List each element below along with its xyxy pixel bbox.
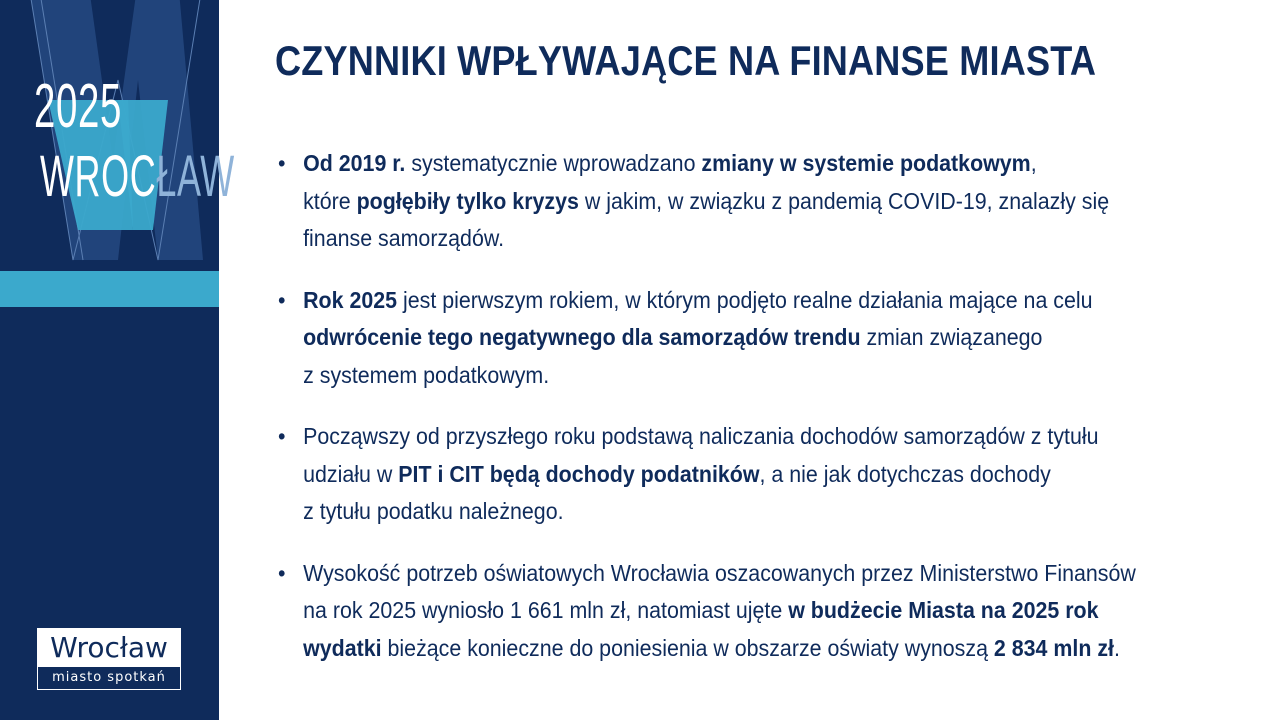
bullet-text-bold: 2 834 mln zł	[993, 634, 1114, 661]
bullet-dot: •	[278, 150, 286, 176]
bullet-text: finanse samorządów.	[303, 225, 505, 251]
slide-title: CZYNNIKI WPŁYWAJĄCE NA FINANSE MIASTA	[275, 37, 1097, 84]
bullet-dot: •	[278, 559, 286, 586]
bullet-item	[278, 282, 1270, 395]
accent-band	[0, 271, 219, 307]
bullet-text: Począwszy od przyszłego roku podstawą naliczania dochodów samorządów z tytułu	[303, 423, 1099, 449]
bullet-text: na rok 2025 wyniosło 1 661 mln zł, natomiast ujęte	[303, 597, 789, 623]
bullet-dot: •	[278, 286, 286, 313]
bullet-item	[278, 145, 1270, 258]
bullet-text: jest pierwszym rokiem, w którym podjęto realne działania mające na celu	[397, 286, 1093, 313]
city-label	[40, 144, 235, 209]
logo-name: Wrocław	[38, 629, 180, 667]
bullet-text-bold: wydatki	[303, 634, 382, 661]
bullet-text: bieżące konieczne do poniesienia w obszarze oświaty wynoszą	[381, 634, 994, 661]
bullet-text: systematycznie wprowadzano	[405, 150, 702, 176]
bullet-text-bold: Rok 2025	[303, 286, 398, 313]
bullet-text: .	[1113, 634, 1120, 661]
bullet-text-bold: zmiany w systemie podatkowym	[701, 150, 1031, 176]
bullet-text: Wysokość potrzeb oświatowych Wrocławia oszacowanych przez Ministerstwo Finansów	[303, 559, 1136, 586]
sidebar-panel	[0, 0, 235, 720]
bullet-item	[278, 555, 1270, 668]
bullet-text-bold: Od 2019 r.	[303, 150, 406, 176]
bullet-dot: •	[278, 423, 286, 449]
bullet-text: zmian związanego	[860, 324, 1043, 350]
bullet-item	[278, 418, 1270, 531]
city-label-faded: ŁAW	[156, 144, 235, 209]
bullet-text: z systemem podatkowym.	[303, 361, 550, 388]
bullet-text: w jakim, w związku z pandemią COVID-19, znalazły się	[578, 187, 1110, 214]
bullet-text: ,	[1030, 150, 1037, 176]
wroclaw-logo	[37, 628, 181, 690]
bullet-text: , a nie jak dotychczas dochody	[759, 460, 1051, 487]
bullet-text-bold: pogłębiły tylko kryzys	[356, 187, 579, 214]
city-label-bright: WROC	[40, 144, 157, 209]
bullet-text-bold: PIT i CIT będą dochody podatników	[398, 460, 760, 487]
logo-tagline: miasto spotkań	[52, 670, 166, 685]
year-label: 2025	[34, 72, 123, 141]
bullet-text: z tytułu podatku należnego.	[303, 498, 564, 524]
bullet-list	[278, 145, 1278, 691]
bullet-text-bold: w budżecie Miasta na 2025 rok	[788, 597, 1099, 623]
bullet-text: udziału w	[303, 460, 399, 487]
bullet-text-bold: odwrócenie tego negatywnego dla samorządów trendu	[303, 324, 861, 350]
bullet-text: które	[303, 187, 357, 214]
